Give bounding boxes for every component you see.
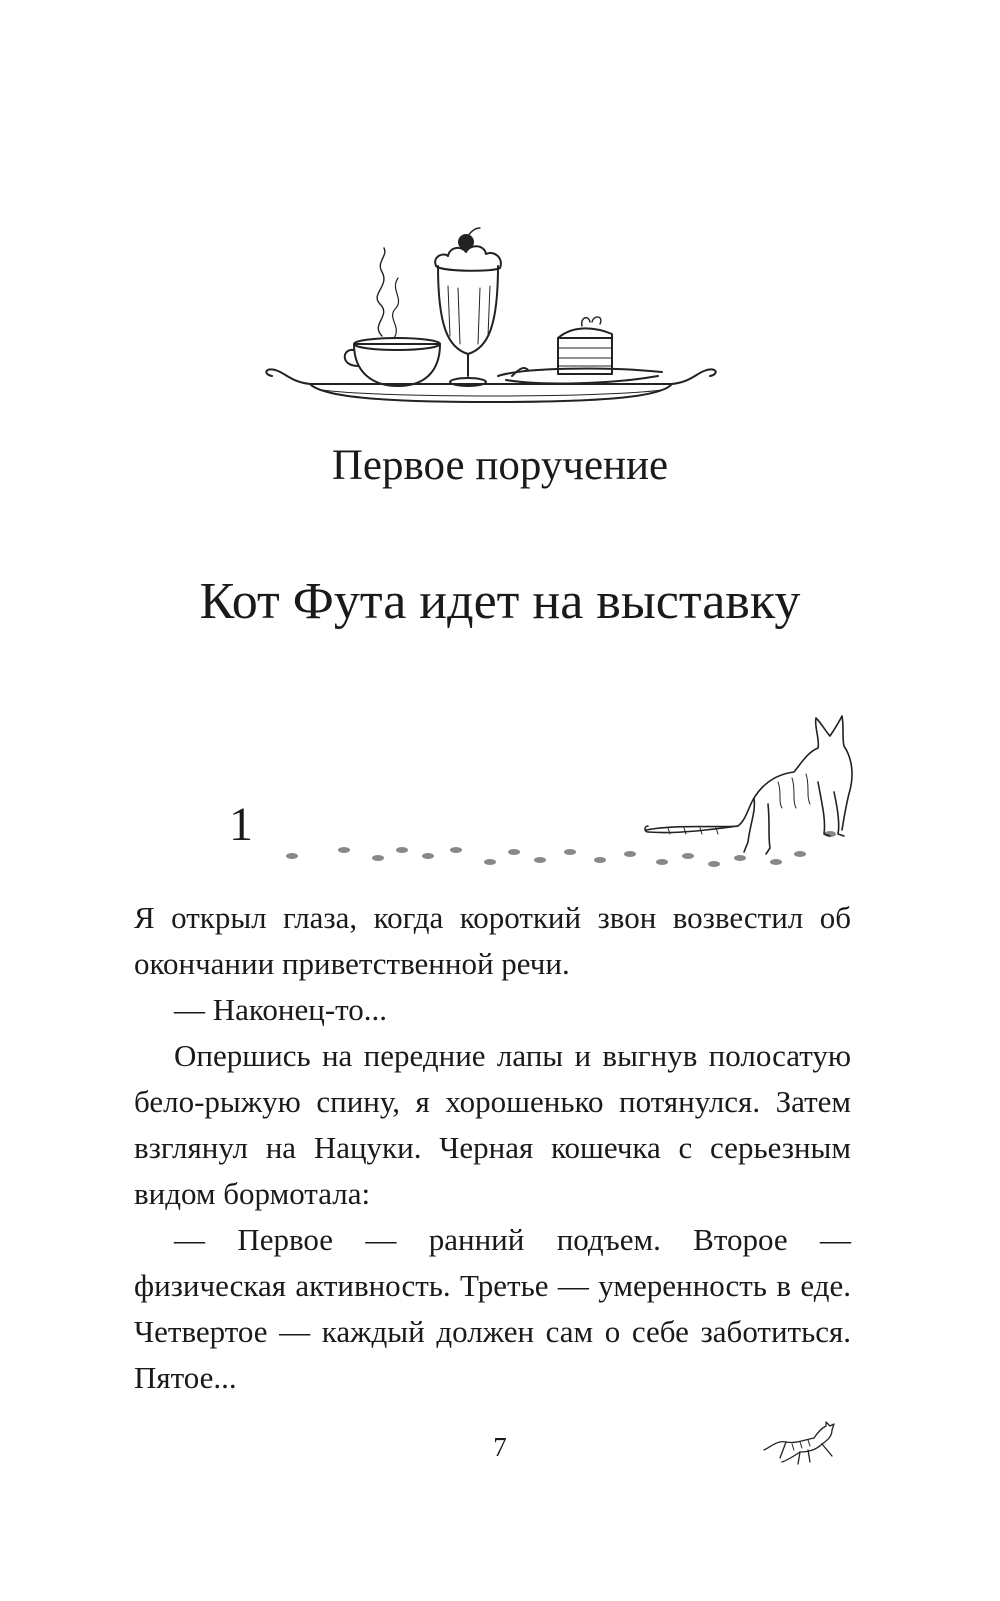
walking-cat-with-pawprints-icon (278, 712, 878, 872)
paragraph: — Наконец-то... (174, 992, 388, 1027)
small-running-cat-icon (760, 1420, 838, 1468)
section-number: 1 (229, 798, 253, 851)
paragraph: Я открыл глаза, когда короткий звон возвестил об окончании приветственной речи. (134, 900, 851, 981)
tray-with-teacup-parfait-cake-icon (262, 226, 722, 411)
paragraph: — Первое — ранний подъем. Второе — физическая активность. Третье — умеренность в еде. Четвертое — каждый должен сам о себе заботиться. Пятое... (134, 1222, 851, 1395)
page-number: 7 (493, 1432, 507, 1462)
paragraph: Опершись на передние лапы и выгнув полосатую бело-рыжую спину, я хорошенько потянулся. Затем взглянул на Нацуки. Черная кошечка с серьезным видом бормотала: (134, 1038, 851, 1211)
body-text (134, 895, 851, 1401)
part-title: Первое поручение (331, 442, 669, 489)
chapter-title: Кот Фута идет на выставку (199, 573, 801, 630)
